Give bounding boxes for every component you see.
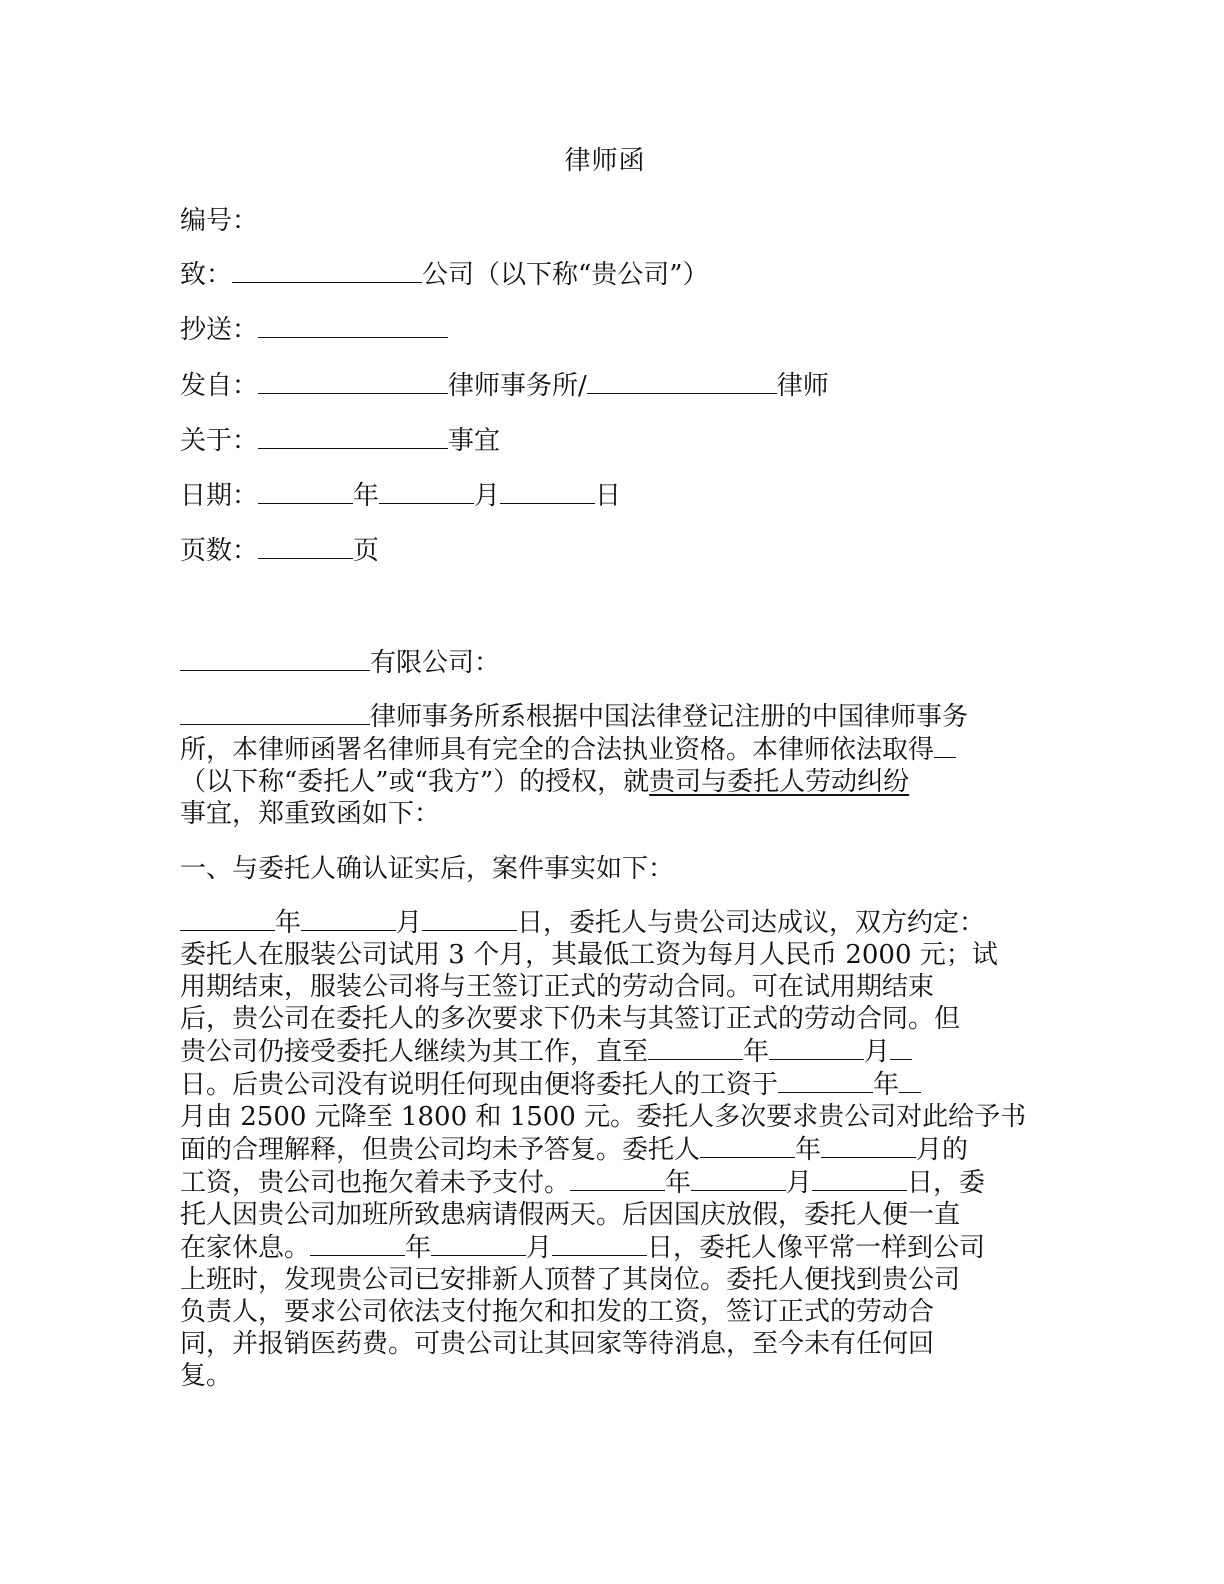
about-suffix: 事宜 <box>448 426 501 456</box>
date-year-blank <box>258 479 353 504</box>
date-line <box>180 477 621 515</box>
pages-blank <box>258 534 353 559</box>
to-label: 致： <box>180 260 233 290</box>
pages-label: 页数： <box>180 536 259 566</box>
facts-text: 月由 2500 元降至 1800 和 1500 元。委托人多次要求贵公司对此给予书 <box>180 1102 1027 1132</box>
number-label: 编号： <box>180 206 259 236</box>
salutation-blank <box>180 646 370 671</box>
facts-text: 月 <box>786 1168 813 1198</box>
facts-text: 年 <box>275 908 302 938</box>
facts-text: 日。后贵公司没有说明任何现由便将委托人的工资于 <box>180 1070 779 1100</box>
facts-text: 年 <box>405 1233 432 1263</box>
cc-label: 抄送： <box>180 315 259 345</box>
to-suffix: 公司（以下称“贵公司”） <box>422 260 709 290</box>
facts-text: 在家休息。 <box>180 1233 311 1263</box>
from-lawyer-blank <box>587 369 777 394</box>
facts-blank <box>301 906 396 931</box>
facts-text: 工资，贵公司也拖欠着未予支付。 <box>180 1168 571 1198</box>
facts-blank <box>180 906 275 931</box>
cc-line <box>180 311 448 349</box>
about-blank <box>258 424 448 449</box>
facts-text: 日，委托人像平常一样到公司 <box>647 1233 986 1263</box>
intro-l3-underlined: 贵司与委托人劳动纠纷 <box>649 767 910 797</box>
from-firm-suffix: 律师事务所/ <box>448 371 587 401</box>
salutation <box>180 644 500 682</box>
facts-text: 后，贵公司在委托人的多次要求下仍未与其签订正式的劳动合同。但 <box>180 1004 961 1034</box>
facts-blank <box>821 1133 916 1158</box>
facts-text: 月的 <box>916 1135 969 1165</box>
from-label: 发自： <box>180 371 259 401</box>
facts-blank <box>812 1166 907 1191</box>
facts-text: 用期结束，服装公司将与王签订正式的劳动合同。可在试用期结束 <box>180 972 935 1002</box>
intro-client-blank <box>934 733 956 758</box>
facts-text: 贵公司仍接受委托人继续为其工作，直至 <box>180 1037 649 1067</box>
facts-text: 月 <box>396 908 423 938</box>
date-label: 日期： <box>180 481 259 511</box>
about-label: 关于： <box>180 426 259 456</box>
number-line <box>180 202 258 240</box>
date-day: 日 <box>595 481 622 511</box>
intro-l1: 律师事务所系根据中国法律登记注册的中国律师事务 <box>370 702 969 732</box>
from-firm-blank <box>258 369 448 394</box>
facts-blank <box>769 1035 864 1060</box>
facts-text: 年 <box>665 1168 692 1198</box>
to-line <box>180 256 709 294</box>
section1-heading-text: 一、与委托人确认证实后，案件事实如下： <box>180 854 675 884</box>
facts-text: 托人因贵公司加班所致患病请假两天。后因国庆放假，委托人便一直 <box>180 1200 961 1230</box>
section1-heading <box>180 850 674 888</box>
intro-l4: 事宜，郑重致函如下： <box>180 799 441 829</box>
facts-text: 面的合理解释，但贵公司均未予答复。委托人 <box>180 1135 701 1165</box>
facts-text: 同，并报销医药费。可贵公司让其回家等待消息，至今未有任何回 <box>180 1329 935 1359</box>
date-year: 年 <box>353 481 380 511</box>
facts-text: 日，委托人与贵公司达成议，双方约定： <box>517 908 986 938</box>
facts-blank <box>552 1231 647 1256</box>
salutation-suffix: 有限公司： <box>370 648 501 678</box>
facts-blank <box>700 1133 795 1158</box>
date-day-blank <box>500 479 595 504</box>
intro-firm-blank <box>180 700 370 725</box>
facts-blank <box>570 1166 665 1191</box>
pages-suffix: 页 <box>353 536 380 566</box>
facts-text: 日，委 <box>907 1168 986 1198</box>
facts-text: 月 <box>864 1037 891 1067</box>
facts-blank <box>778 1068 873 1093</box>
date-month: 月 <box>474 481 501 511</box>
cc-blank <box>258 313 448 338</box>
facts-text: 年 <box>743 1037 770 1067</box>
to-blank <box>232 258 422 283</box>
facts-text: 上班时，发现贵公司已安排新人顶替了其岗位。委托人便找到贵公司 <box>180 1265 961 1295</box>
facts-blank <box>890 1035 912 1060</box>
intro-l3: （以下称“委托人”或“我方”）的授权，就 <box>180 767 650 797</box>
facts-blank <box>422 906 517 931</box>
facts-blank <box>310 1231 405 1256</box>
facts-text: 年 <box>873 1070 900 1100</box>
facts-paragraph <box>180 906 1030 1392</box>
from-line <box>180 367 829 405</box>
facts-text: 年 <box>795 1135 822 1165</box>
facts-blank <box>431 1231 526 1256</box>
about-line <box>180 422 500 460</box>
intro-l2: 所，本律师函署名律师具有完全的合法执业资格。本律师依法取得 <box>180 735 935 765</box>
facts-text: 负责人，要求公司依法支付拖欠和扣发的工资，签订正式的劳动合 <box>180 1297 935 1327</box>
pages-line <box>180 532 379 570</box>
facts-blank <box>899 1068 921 1093</box>
facts-text: 月 <box>526 1233 553 1263</box>
intro-paragraph <box>180 700 1030 830</box>
date-month-blank <box>379 479 474 504</box>
facts-text: 复。 <box>180 1361 233 1391</box>
document-title: 律师函 <box>564 146 646 176</box>
facts-blank <box>648 1035 743 1060</box>
facts-text: 委托人在服装公司试用 3 个月，其最低工资为每月人民币 2000 元；试 <box>180 940 998 970</box>
from-lawyer-suffix: 律师 <box>776 371 829 401</box>
facts-blank <box>691 1166 786 1191</box>
